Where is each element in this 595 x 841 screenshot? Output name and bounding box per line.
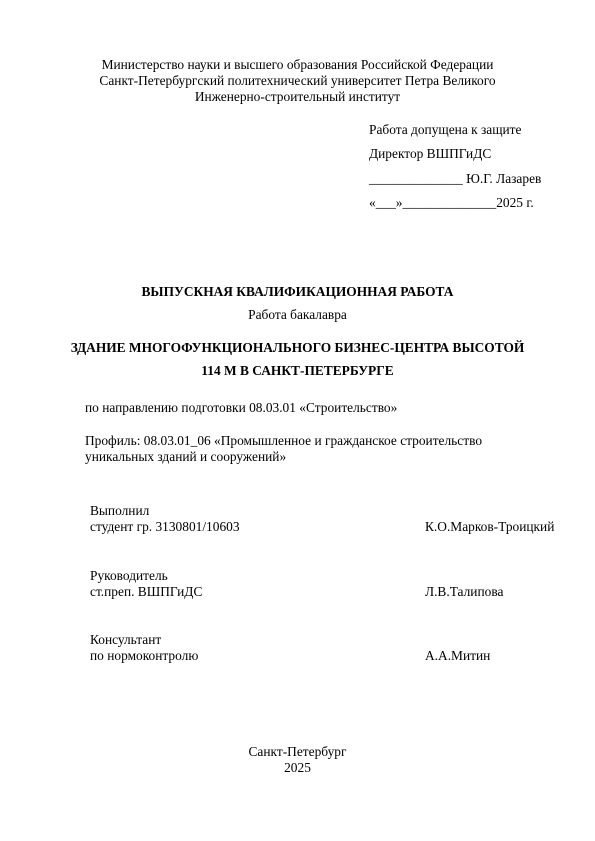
footer-year: 2025	[284, 760, 311, 775]
approval-signature: ______________ Ю.Г. Лазарев	[369, 171, 542, 186]
university-line: Санкт-Петербургский политехнический университет Петра Великого	[99, 73, 496, 88]
signature-name: А.А.Митин	[425, 648, 491, 663]
approval-admitted: Работа допущена к защите	[369, 122, 522, 137]
signature-position: по нормоконтролю	[90, 648, 199, 663]
work-type: ВЫПУСКНАЯ КВАЛИФИКАЦИОННАЯ РАБОТА	[141, 284, 454, 299]
approval-date: «___»______________2025 г.	[369, 195, 534, 210]
work-title-line2: 114 М В САНКТ-ПЕТЕРБУРГЕ	[201, 363, 394, 378]
signature-name: Л.В.Талипова	[425, 584, 504, 599]
signature-position: ст.преп. ВШПГиДС	[90, 584, 203, 599]
work-title-line1: ЗДАНИЕ МНОГОФУНКЦИОНАЛЬНОГО БИЗНЕС-ЦЕНТРА ВЫСОТОЙ	[70, 340, 525, 355]
signature-name: К.О.Марков-Троицкий	[425, 519, 555, 534]
study-direction: по направлению подготовки 08.03.01 «Строительство»	[85, 400, 398, 415]
signature-position: студент гр. 3130801/10603	[90, 519, 240, 534]
signature-role: Руководитель	[90, 568, 168, 583]
signature-role: Выполнил	[90, 503, 150, 518]
work-subtype: Работа бакалавра	[248, 307, 347, 322]
institute-line: Инженерно-строительный институт	[194, 89, 401, 104]
ministry-line: Министерство науки и высшего образования Российской Федерации	[101, 57, 494, 72]
approval-director: Директор ВШПГиДС	[369, 146, 492, 161]
signature-role: Консультант	[90, 632, 162, 647]
footer-city: Санкт-Петербург	[248, 744, 347, 759]
profile-line2: уникальных зданий и сооружений»	[85, 449, 287, 464]
profile-line1: Профиль: 08.03.01_06 «Промышленное и гражданское строительство	[85, 433, 483, 448]
